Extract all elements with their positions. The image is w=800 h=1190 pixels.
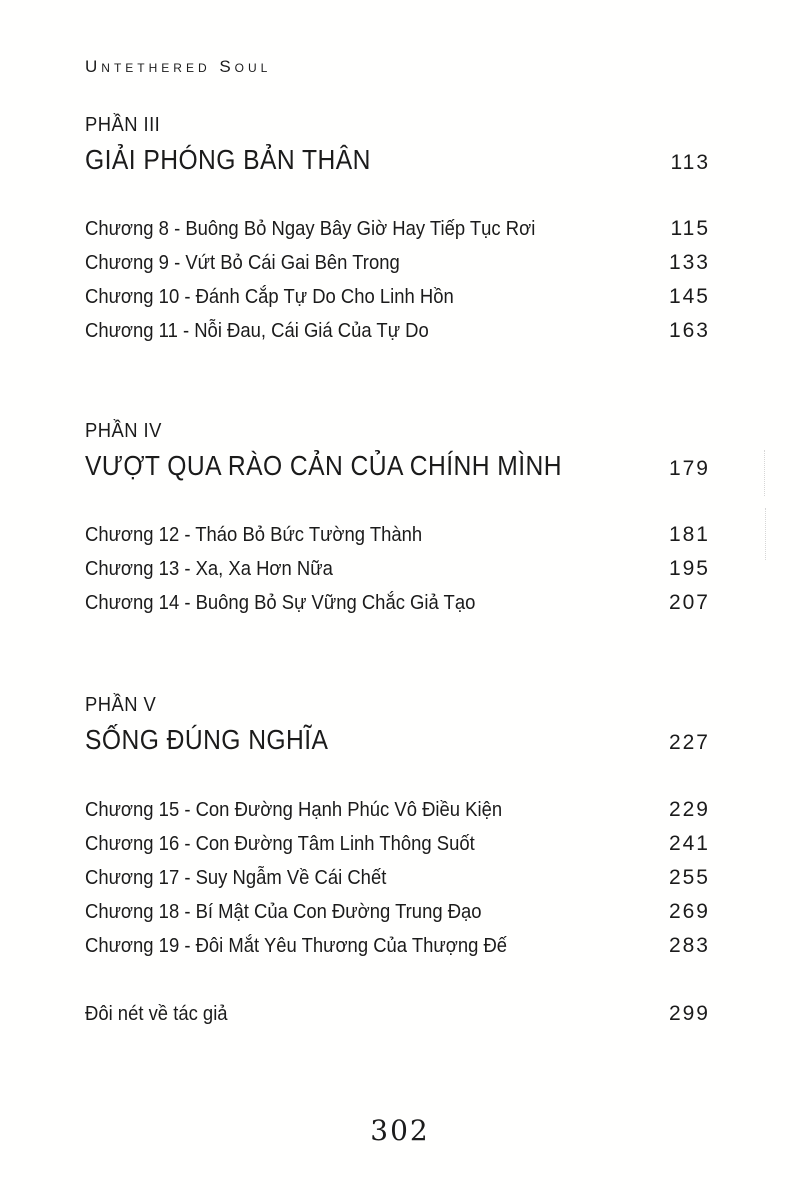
chapter-page-number: 229 bbox=[668, 798, 710, 821]
scan-artifact bbox=[765, 508, 768, 560]
toc-row-chapter-18 bbox=[85, 901, 710, 923]
section-title-phan-4: VƯỢT QUA RÀO CẢN CỦA CHÍNH MÌNH bbox=[85, 450, 563, 481]
chapter-title: Chương 10 - Đánh Cắp Tự Do Cho Linh Hồn bbox=[85, 285, 454, 308]
chapter-title: Chương 19 - Đôi Mắt Yêu Thương Của Thượng Đế bbox=[85, 934, 508, 957]
chapter-title: Chương 13 - Xa, Xa Hơn Nữa bbox=[85, 557, 333, 580]
toc-row-chapter-14 bbox=[85, 592, 710, 614]
section-page-number: 179 bbox=[668, 457, 710, 480]
section-title-phan-3: GIẢI PHÓNG BẢN THÂN bbox=[85, 144, 371, 175]
section-title-row-phan-3 bbox=[85, 146, 710, 174]
chapter-page-number: 241 bbox=[668, 832, 710, 855]
section-label-phan-3: PHẦN III bbox=[85, 114, 161, 136]
section-title-row-phan-5 bbox=[85, 726, 710, 754]
section-title-row-phan-4 bbox=[85, 452, 710, 480]
toc-row-chapter-13 bbox=[85, 558, 710, 580]
about-author-title: Đôi nét về tác giả bbox=[85, 1002, 228, 1025]
section-page-number: 227 bbox=[668, 731, 710, 754]
chapter-page-number: 181 bbox=[668, 523, 710, 546]
chapter-page-number: 115 bbox=[670, 217, 710, 240]
about-author-page-number: 299 bbox=[668, 1002, 710, 1025]
toc-row-chapter-16 bbox=[85, 833, 710, 855]
section-title-phan-5: SỐNG ĐÚNG NGHĨA bbox=[85, 724, 329, 755]
toc-row-chapter-9 bbox=[85, 252, 710, 274]
chapter-page-number: 207 bbox=[668, 591, 710, 614]
toc-row-chapter-19 bbox=[85, 935, 710, 957]
chapter-title: Chương 18 - Bí Mật Của Con Đường Trung Đạo bbox=[85, 900, 482, 923]
chapter-page-number: 133 bbox=[668, 251, 710, 274]
chapter-title: Chương 15 - Con Đường Hạnh Phúc Vô Điều Kiện bbox=[85, 798, 503, 821]
chapter-title: Chương 17 - Suy Ngẫm Về Cái Chết bbox=[85, 866, 387, 889]
toc-row-chapter-17 bbox=[85, 867, 710, 889]
page-folio-number: 302 bbox=[370, 1114, 430, 1147]
toc-row-chapter-11 bbox=[85, 320, 710, 342]
chapter-page-number: 269 bbox=[668, 900, 710, 923]
chapter-title: Chương 14 - Buông Bỏ Sự Vững Chắc Giả Tạo bbox=[85, 591, 476, 614]
toc-row-about-author bbox=[85, 1003, 710, 1025]
chapter-title: Chương 8 - Buông Bỏ Ngay Bây Giờ Hay Tiếp Tục Rơi bbox=[85, 217, 536, 240]
section-page-number: 113 bbox=[670, 151, 710, 174]
toc-row-chapter-8 bbox=[85, 218, 710, 240]
chapter-page-number: 163 bbox=[668, 319, 710, 342]
chapter-title: Chương 9 - Vứt Bỏ Cái Gai Bên Trong bbox=[85, 251, 400, 274]
chapter-title: Chương 11 - Nỗi Đau, Cái Giá Của Tự Do bbox=[85, 319, 429, 342]
chapter-page-number: 255 bbox=[668, 866, 710, 889]
section-label-phan-5: PHẦN V bbox=[85, 694, 157, 716]
toc-row-chapter-15 bbox=[85, 799, 710, 821]
scan-artifact bbox=[764, 450, 767, 496]
running-head-book-title: Untethered Soul bbox=[85, 57, 272, 76]
chapter-title: Chương 16 - Con Đường Tâm Linh Thông Suốt bbox=[85, 832, 475, 855]
toc-row-chapter-12 bbox=[85, 524, 710, 546]
chapter-title: Chương 12 - Tháo Bỏ Bức Tường Thành bbox=[85, 523, 423, 546]
section-label-phan-4: PHẦN IV bbox=[85, 420, 162, 442]
toc-row-chapter-10 bbox=[85, 286, 710, 308]
chapter-page-number: 145 bbox=[668, 285, 710, 308]
chapter-page-number: 195 bbox=[668, 557, 710, 580]
chapter-page-number: 283 bbox=[668, 934, 710, 957]
